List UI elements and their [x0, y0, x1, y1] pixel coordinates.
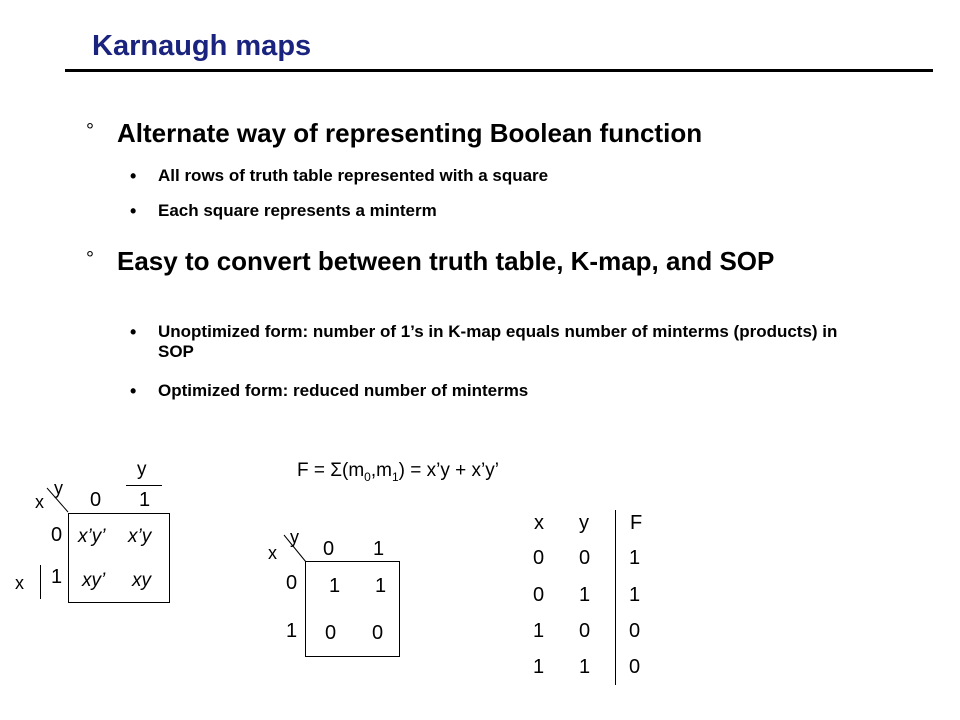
sop-formula-lhs: F = Σ(m	[297, 460, 365, 481]
kmap-values-cell: 1	[329, 575, 341, 597]
kmap-values-cell: 0	[325, 622, 337, 644]
kmap-generic-col-header: 0	[90, 489, 102, 511]
kmap-values-col-header: 1	[373, 538, 385, 560]
truth-table-header: x	[534, 512, 544, 534]
kmap-generic-col-bracket-label: y	[137, 459, 147, 480]
truth-table-cell: 0	[629, 620, 641, 642]
kmap-generic-row-header: 0	[51, 524, 63, 546]
kmap-values-col-var: y	[290, 527, 299, 547]
kmap-generic-cell: xy’	[82, 570, 106, 591]
sop-formula-comma: ,m	[370, 460, 392, 481]
truth-table-cell: 0	[579, 620, 591, 642]
truth-table-cell: 0	[533, 547, 545, 569]
truth-table-cell: 1	[579, 584, 591, 606]
kmap-generic-cell: x’y’	[78, 526, 106, 547]
kmap-values-row-var: x	[268, 543, 277, 563]
truth-table-cell: 0	[533, 584, 545, 606]
kmap-values-col-header: 0	[323, 538, 335, 560]
truth-table-divider	[615, 510, 616, 685]
sub-bullet-marker: •	[130, 166, 137, 186]
kmap-values-cell: 0	[372, 622, 384, 644]
truth-table-cell: 1	[629, 584, 641, 606]
truth-table-header: y	[579, 512, 589, 534]
kmap-values-cell: 1	[375, 575, 387, 597]
sop-formula-rhs: ) = x’y + x’y’	[398, 460, 499, 481]
kmap-generic-col-var: y	[54, 478, 63, 498]
slide-title: Karnaugh maps	[92, 30, 312, 62]
sub-bullet-marker: •	[130, 201, 137, 221]
kmap-generic-cell: x’y	[128, 526, 152, 547]
kmap-values-row-header: 1	[286, 620, 298, 642]
sop-formula-sub1: 1	[391, 469, 399, 484]
kmap-generic-row-var: x	[35, 492, 44, 512]
bullet-marker: °	[86, 248, 94, 270]
bullet-marker: °	[86, 120, 94, 142]
truth-table-cell: 1	[533, 620, 545, 642]
bullet-2-sub-2: Optimized form: reduced number of minterms	[158, 381, 529, 400]
sub-bullet-marker: •	[130, 381, 137, 401]
truth-table-cell: 1	[629, 547, 641, 569]
truth-table-cell: 1	[533, 656, 545, 678]
kmap-values-row-header: 0	[286, 572, 298, 594]
kmap-generic-cell: xy	[132, 570, 151, 591]
truth-table-cell: 1	[579, 656, 591, 678]
bullet-2: Easy to convert between truth table, K-map, and SOP	[117, 246, 775, 276]
kmap-generic-row-header: 1	[51, 566, 63, 588]
bullet-1-sub-2: Each square represents a minterm	[158, 201, 437, 220]
kmap-generic-row-bracket-label: x	[15, 573, 24, 593]
truth-table-header: F	[630, 512, 643, 534]
sop-formula-sub0: 0	[364, 469, 371, 484]
truth-table-cell: 0	[579, 547, 591, 569]
bullet-2-sub-1: Unoptimized form: number of 1’s in K-map equals number of minterms (products) in SOP	[158, 322, 838, 361]
truth-table-cell: 0	[629, 656, 641, 678]
bullet-1: Alternate way of representing Boolean function	[117, 118, 703, 148]
sub-bullet-marker: •	[130, 322, 137, 342]
bullet-1-sub-1: All rows of truth table represented with a square	[158, 166, 549, 185]
kmap-generic-col-header: 1	[139, 489, 151, 511]
